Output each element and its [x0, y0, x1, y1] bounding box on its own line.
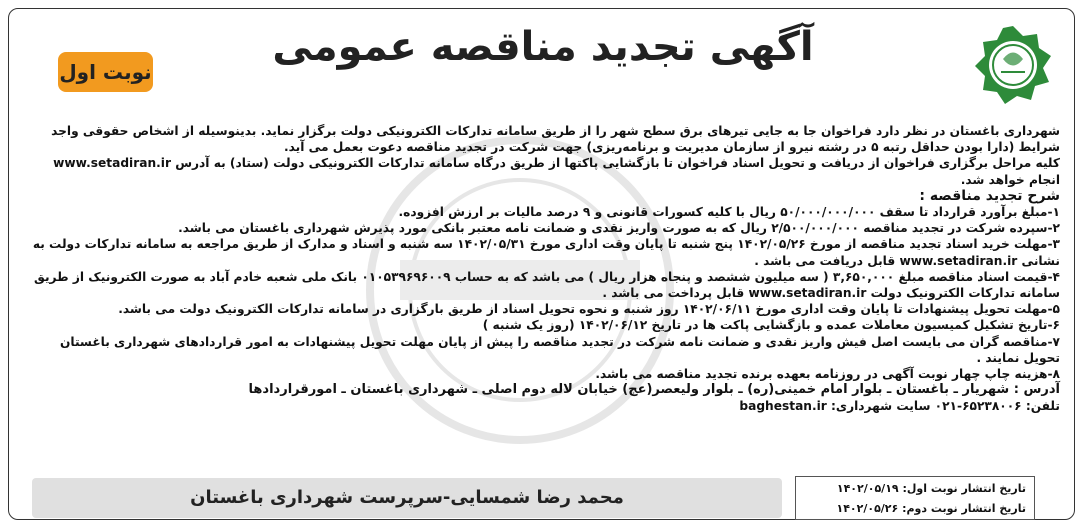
address-line: آدرس : شهریار ـ باغستان ـ بلوار امام خمینی(ره) ـ بلوار ولیعصر(عج) خیابان لاله دوم اصلی ـ شهرداری باغستان ـ امورقراردادها [248, 382, 1060, 398]
section-title: شرح تجدید مناقصه : [919, 187, 1060, 204]
intro-paragraph: شهرداری باغستان در نظر دارد فراخوان جا به جایی تیرهای برق سطح شهر را از طریق سامانه تدارکات الکترونیکی دولت برگزار نماید. بدینوسیله از اشخاص حقوقی واجد شرایط (دارا بودن حداقل رتبه ۵ در رشته نیرو از سازمان مدیریت و برنامه‌ریزی) جهت شرکت در تجدید مناقصه دعوت بعمل می آید. [51, 124, 1060, 155]
publication-dates [795, 476, 1035, 520]
page-title: آگهی تجدید مناقصه عمومی [272, 24, 814, 70]
municipality-logo-icon [973, 24, 1053, 106]
second-publication-date: تاریخ انتشار نوبت دوم: ۱۴۰۲/۰۵/۲۶ [836, 502, 1026, 515]
phone-line: تلفن: ۶۵۲۳۸۰۰۶-۰۲۱ سایت شهرداری: baghestan.ir [739, 399, 1060, 414]
list-item: ۷-مناقصه گران می بایست اصل فیش واریز نقدی و ضمانت نامه شرکت در تجدید مناقصه را پیش از پایان مهلت تحویل پیشنهادات به امور قراردادهای شهرداری باغستان تحویل نمایند . [59, 334, 1060, 365]
list-item: ۶-تاریخ تشکیل کمیسیون معاملات عمده و بازگشایی پاکت ها در تاریخ ۱۴۰۲/۰۶/۱۲ (روز یک شنبه ) [482, 318, 1060, 333]
list-item: ۳-مهلت خرید اسناد تجدید مناقصه از مورخ ۱۴۰۲/۰۵/۲۶ پنج شنبه تا پایان وقت اداری مورخ ۱۴۰۲/۰۵/۳۱ سه شنبه و اسناد و مدارک از طریق مراجعه به سامانه تدارکات دولت به نشانی www.setadiran.ir قابل دریافت می باشد . [32, 237, 1060, 268]
header [18, 10, 1068, 100]
list-item: ۱-مبلغ برآورد قرارداد تا سقف ۵۰/۰۰۰/۰۰۰/۰۰۰ ریال با کلیه کسورات قانونی و ۹ درصد مالیات بر ارزش افزوده. [398, 205, 1060, 220]
edition-badge: نوبت اول [58, 52, 153, 92]
list-item: ۵-مهلت تحویل پیشنهادات تا پایان وقت اداری مورخ ۱۴۰۲/۰۶/۱۱ روز شنبه و نحوه تحویل اسناد از طریق بارگزاری در سامانه تدارکات الکترونیک دولت می باشد. [118, 302, 1060, 317]
stages-paragraph: کلیه مراحل برگزاری فراخوان از دریافت و تحویل اسناد فراخوان تا بازگشایی پاکتها از طریق درگاه سامانه تدارکات الکترونیکی دولت (ستاد) به آدرس www.setadiran.ir انجام خواهد شد. [53, 156, 1060, 187]
notice-body [30, 123, 1060, 415]
list-item: ۲-سپرده شرکت در تجدید مناقصه ۲/۵۰۰/۰۰۰/۰۰۰ ریال که به صورت واریز نقدی و ضمانت نامه معتبر بانکی مورد پذیرش شهرداری باغستان می باشد. [178, 221, 1060, 236]
signatory-name: محمد رضا شمسایی-سرپرست شهرداری باغستان [32, 478, 782, 518]
list-item: ۸-هزینه چاپ چهار نوبت آگهی در روزنامه بعهده برنده تجدید مناقصه می باشد. [595, 367, 1060, 382]
first-publication-date: تاریخ انتشار نوبت اول: ۱۴۰۲/۰۵/۱۹ [836, 482, 1026, 495]
list-item: ۴-قیمت اسناد مناقصه مبلغ ۳,۶۵۰,۰۰۰ ( سه میلیون ششصد و پنجاه هزار ریال ) می باشد که به حساب ۰۱۰۵۳۹۶۹۶۰۰۹ بانک ملی شعبه خادم آباد به صورت الکترونیک از طریق سامانه تدارکات الکترونیک دولت www.setadiran.ir قابل پرداخت می باشد . [34, 269, 1060, 301]
